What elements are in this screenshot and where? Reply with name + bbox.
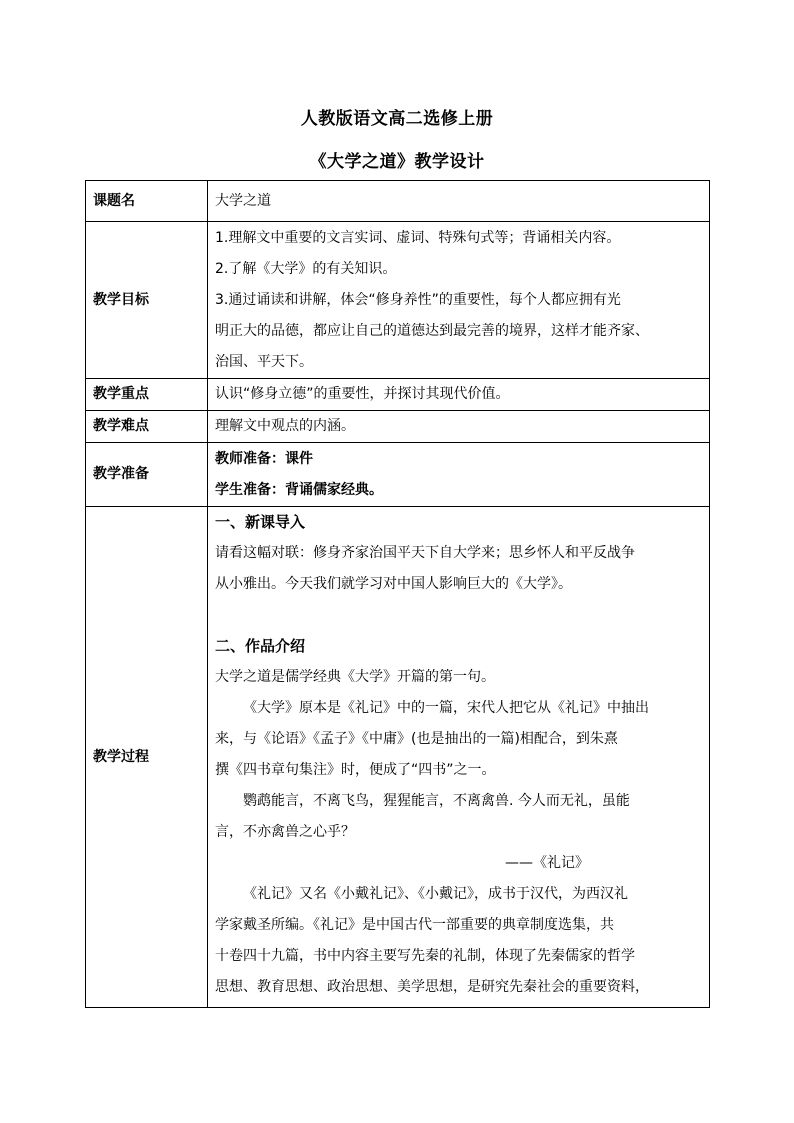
goal-line: 治国、平天下。: [215, 353, 313, 370]
table-row-difficulties: [86, 411, 710, 443]
student-preparation: 学生准备：背诵儒家经典。: [215, 481, 383, 498]
difficulties-value: 理解文中观点的内涵。: [208, 411, 710, 443]
process-content: [208, 507, 710, 1008]
section-heading: 一、新课导入: [215, 513, 306, 531]
difficulties-label: 教学难点: [86, 411, 208, 443]
table-row-process: [86, 507, 710, 1008]
paragraph-line: 大学之道是儒学经典《大学》开篇的第一句。: [215, 669, 495, 685]
goals-label: 教学目标: [86, 222, 208, 379]
quote-source: ——《礼记》: [505, 855, 589, 871]
key-points-label: 教学重点: [86, 379, 208, 411]
teacher-preparation: 教师准备：课件: [215, 450, 313, 467]
document-title: 人教版语文高二选修上册: [300, 109, 494, 129]
section-heading: 二、作品介绍: [215, 637, 306, 655]
goal-line: 2.了解《大学》的有关知识。: [215, 260, 397, 277]
paragraph-line: 学家戴圣所编。《礼记》是中国古代一部重要的典章制度选集，共: [215, 917, 614, 933]
preparation-content: [208, 443, 710, 507]
key-points-value: 认识“修身立德”的重要性，并探讨其现代价值。: [208, 379, 710, 411]
paragraph-line: 《礼记》又名《小戴礼记》、《小戴记》，成书于汉代，为西汉礼: [243, 886, 628, 902]
lesson-plan-table: [85, 180, 710, 1008]
topic-label: 课题名: [86, 181, 208, 222]
table-row-key-points: [86, 379, 710, 411]
paragraph-line: 《大学》原本是《礼记》中的一篇，宋代人把它从《礼记》中抽出: [243, 700, 649, 716]
paragraph-line: 请看这幅对联：修身齐家治国平天下自大学来；思乡怀人和平反战争: [215, 545, 635, 561]
paragraph-line: 撰《四书章句集注》时，便成了“四书”之一。: [215, 762, 496, 778]
paragraph-line: 从小雅出。今天我们就学习对中国人影响巨大的《大学》。: [215, 576, 572, 592]
paragraph-line: 十卷四十九篇，书中内容主要写先秦的礼制，体现了先秦儒家的哲学: [215, 948, 635, 964]
preparation-label: 教学准备: [86, 443, 208, 507]
goal-line: 明正大的品德，都应让自己的道德达到最完善的境界，这样才能齐家、: [215, 322, 649, 339]
document-subtitle: 《大学之道》教学设计: [309, 152, 485, 172]
table-row-preparation: [86, 443, 710, 507]
goal-line: 1.理解文中重要的文言实词、虚词、特殊句式等；背诵相关内容。: [215, 229, 621, 246]
spacer: [215, 600, 702, 631]
process-label: 教学过程: [86, 507, 208, 1008]
table-row-goals: [86, 222, 710, 379]
paragraph-line: 思想、教育思想、政治思想、美学思想，是研究先秦社会的重要资料，: [215, 979, 649, 995]
table-row-topic: [86, 181, 710, 222]
paragraph-line: 来，与《论语》《孟子》《中庸》(也是抽出的一篇)相配合，到朱熹: [215, 731, 618, 747]
goals-content: [208, 222, 710, 379]
quote-line: 鹦鹉能言，不离飞鸟，猩猩能言，不离禽兽. 今人而无礼，虽能: [243, 793, 630, 809]
topic-value: 大学之道: [208, 181, 710, 222]
goal-line: 3.通过诵读和讲解，体会“修身养性”的重要性，每个人都应拥有光: [215, 291, 621, 308]
quote-line: 言，不亦禽兽之心乎？: [215, 824, 355, 840]
